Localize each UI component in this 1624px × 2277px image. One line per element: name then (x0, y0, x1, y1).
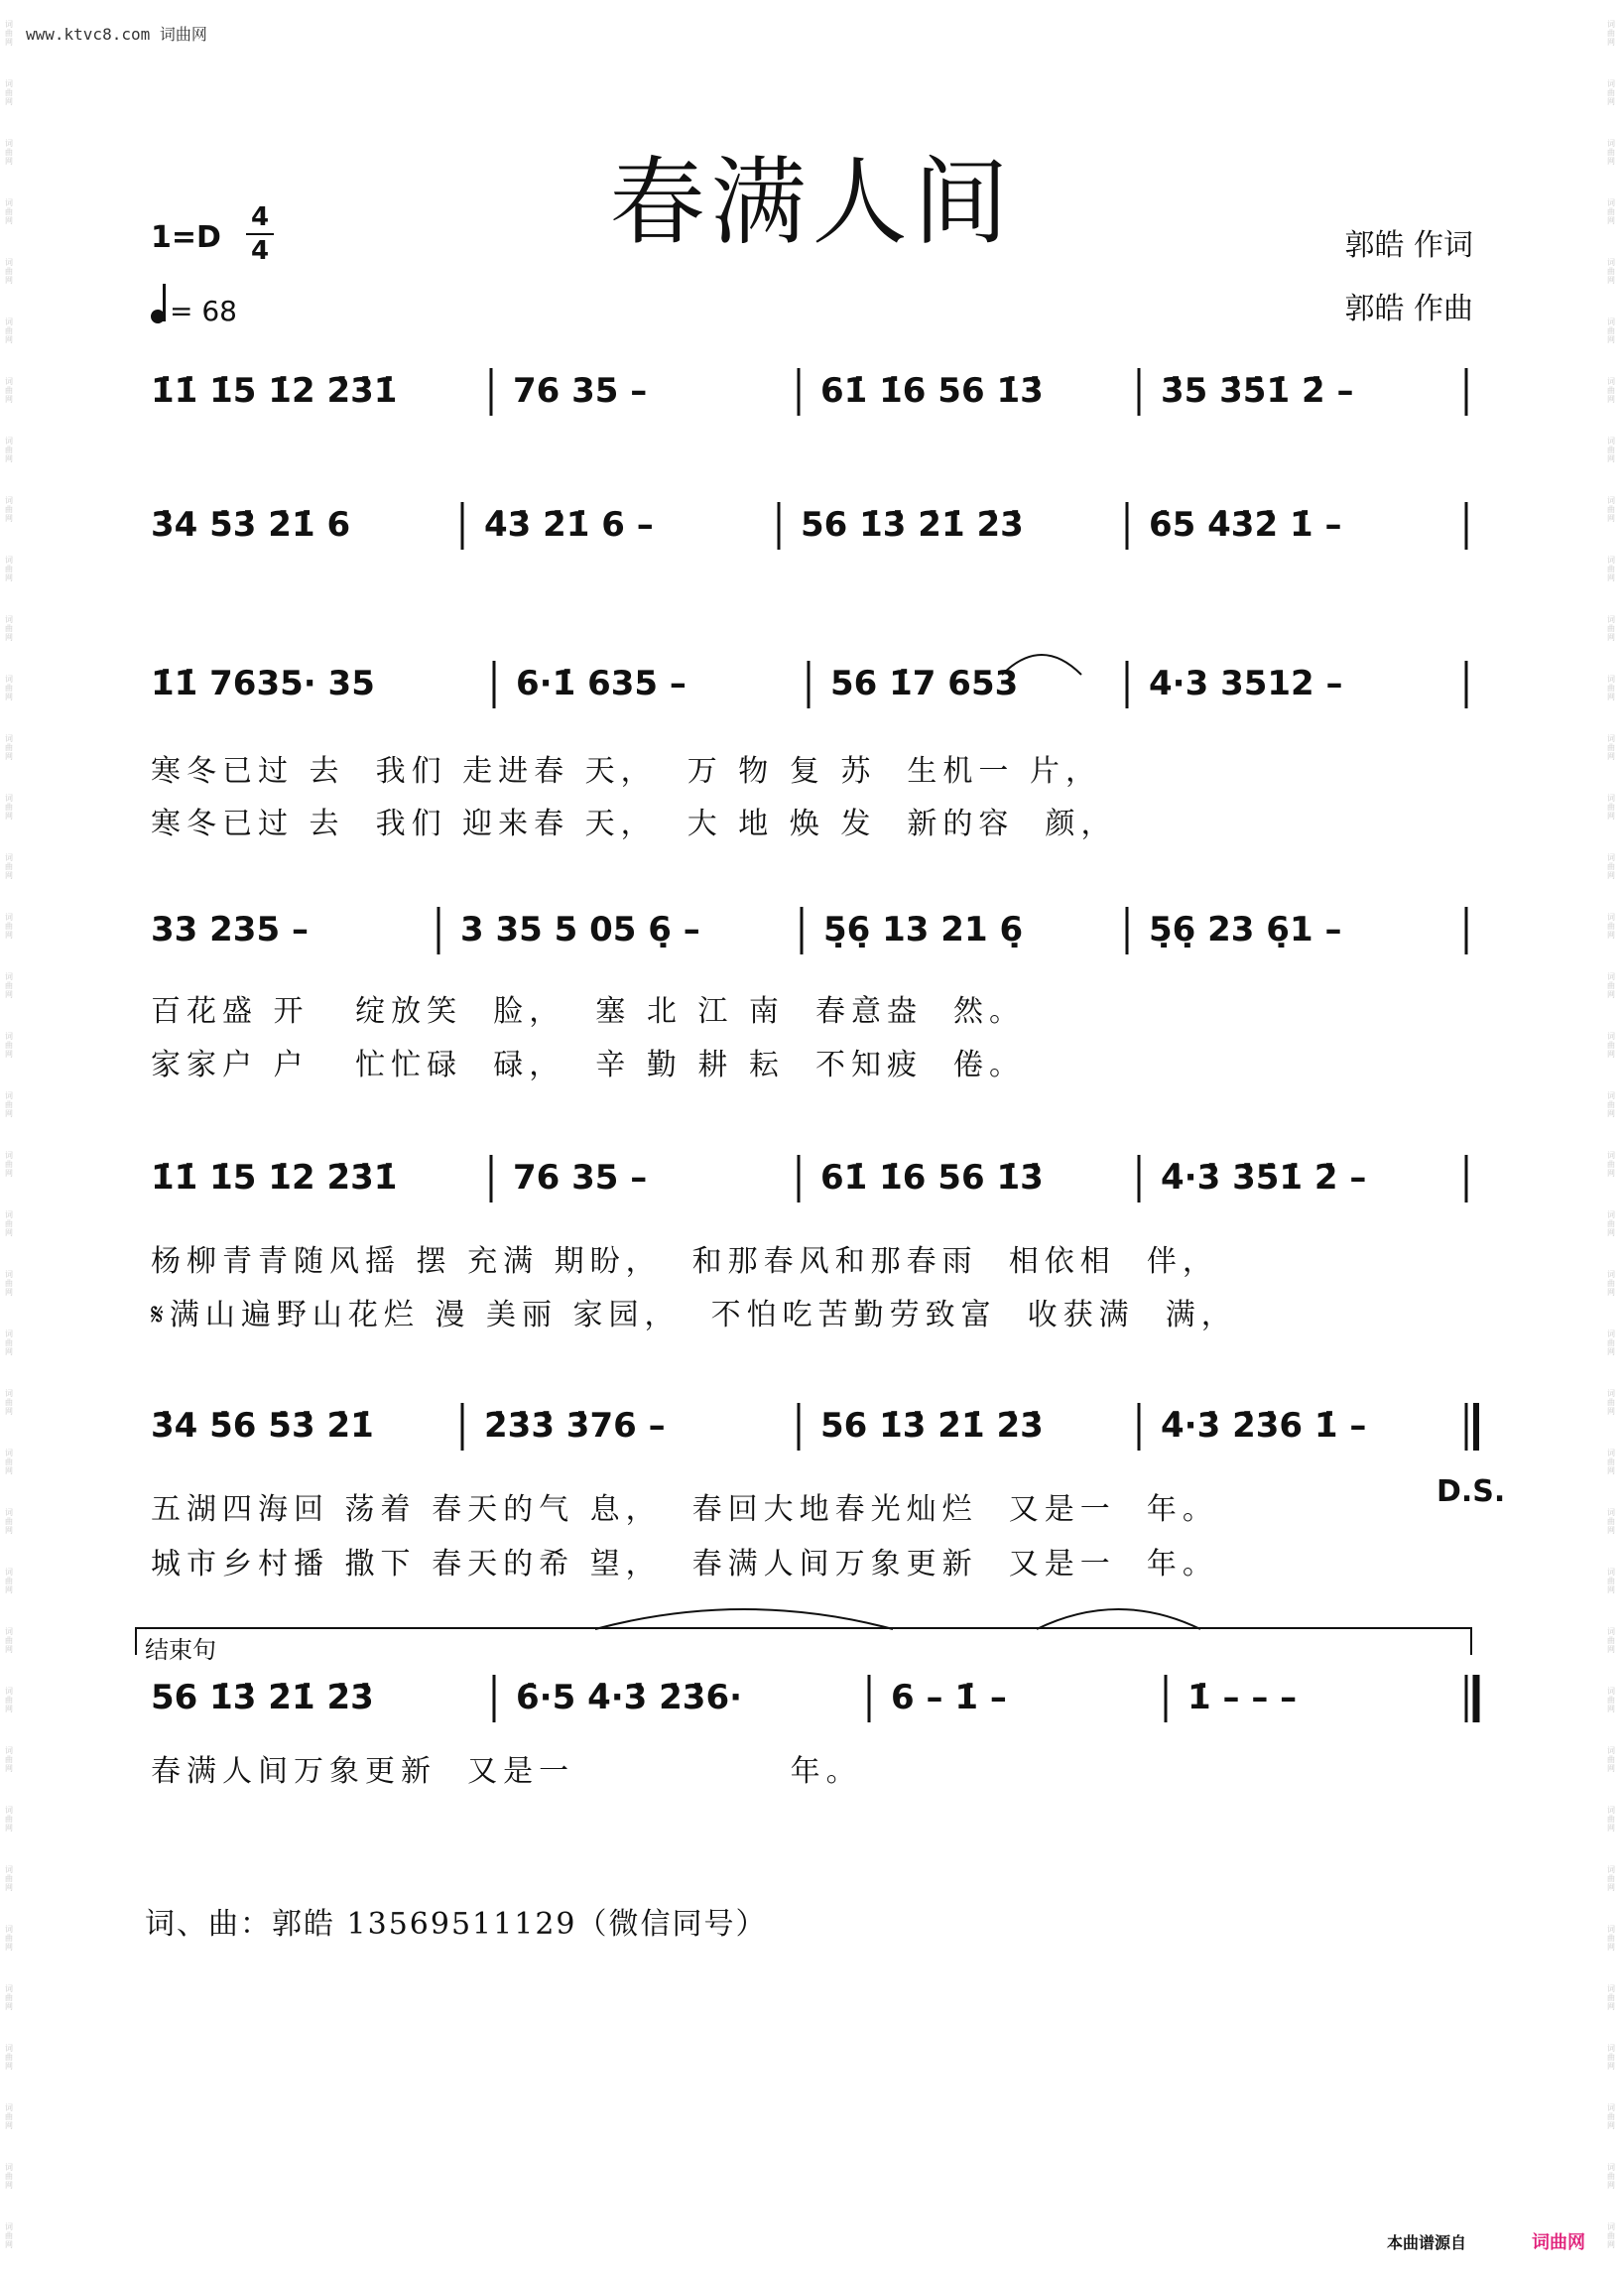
watermark-text: 词曲网 (1607, 1746, 1615, 1773)
watermark-text: 词曲网 (5, 1806, 13, 1833)
watermark-text: 词曲网 (1607, 675, 1615, 701)
source-brand-link[interactable]: 词曲网 (1532, 2232, 1585, 2253)
measure-notes: 56 1̇3̇ 2̇1̇ 2̇3̇ (820, 1406, 1044, 1446)
watermark-text: 词曲网 (5, 1508, 13, 1535)
watermark-text: 词曲网 (1607, 1984, 1615, 2011)
watermark-text: 词曲网 (1607, 2044, 1615, 2071)
watermark-text: 词曲网 (1607, 1329, 1615, 1356)
slur (1037, 1609, 1200, 1629)
watermark-text: 词曲网 (1607, 317, 1615, 344)
watermark-text: 词曲网 (1607, 913, 1615, 940)
watermark-text: 词曲网 (1607, 496, 1615, 523)
measure-notes: 1̇1̇ 7635· 35 (151, 664, 375, 703)
measure-notes: 4·3 3512 – (1149, 664, 1343, 703)
watermark-text: 词曲网 (5, 556, 13, 582)
watermark-text: 词曲网 (5, 1210, 13, 1237)
measure-notes: 6·1̇ 635 – (516, 664, 687, 703)
watermark-text: 词曲网 (5, 1746, 13, 1773)
watermark-text: 词曲网 (1607, 794, 1615, 821)
watermark-text: 词曲网 (5, 1687, 13, 1713)
watermark-text: 词曲网 (1607, 1925, 1615, 1952)
measure-notes: 3̇4 5̇3̇ 2̇1̇ 6 (151, 505, 351, 545)
watermark-text: 词曲网 (5, 2103, 13, 2130)
watermark-text: 词曲网 (1607, 1508, 1615, 1535)
lyric-line: 五湖四海回 荡着 春天的气 息， 春回大地春光灿烂 又是一 年。 (151, 1492, 1218, 1527)
watermark-text: 词曲网 (1607, 1568, 1615, 1594)
watermark-text: 词曲网 (1607, 20, 1615, 47)
watermark-text: 词曲网 (1607, 1865, 1615, 1892)
lyric-line: 百花盛 开 绽放笑 脸， 塞 北 江 南 春意盎 然。 (151, 994, 1026, 1029)
watermark-text: 词曲网 (1607, 1687, 1615, 1713)
watermark-text: 词曲网 (5, 1865, 13, 1892)
watermark-text: 词曲网 (1607, 972, 1615, 999)
watermark-text: 词曲网 (5, 1151, 13, 1178)
watermark-text: 词曲网 (1607, 1270, 1615, 1297)
watermark-text: 词曲网 (1607, 1627, 1615, 1654)
watermark-text: 词曲网 (1607, 1806, 1615, 1833)
watermark-text: 词曲网 (5, 1329, 13, 1356)
lyric-line: 寒冬已过 去 我们 走进春 天， 万 物 复 苏 生机一 片， (151, 754, 1101, 789)
watermark-text: 词曲网 (5, 1925, 13, 1952)
watermark-text: 词曲网 (5, 317, 13, 344)
measure-notes: 4̇·3̇ 3̇5̇1̇ 2̇ – (1161, 1158, 1367, 1198)
watermark-text: 词曲网 (5, 1627, 13, 1654)
measure-notes: 3̇5 3̇5̇1̇ 2̇ – (1161, 371, 1354, 411)
measure-notes: 33 235 – (151, 910, 309, 949)
measure-notes: 5̣6̣ 23 6̣1 – (1149, 910, 1342, 949)
watermark-text: 词曲网 (5, 1270, 13, 1297)
watermark-text: 词曲网 (5, 79, 13, 106)
measure-notes: 4̇3̇ 2̇1̇ 6 – (484, 505, 654, 545)
lyricist-credit: 郭皓 作词 (1344, 228, 1473, 263)
watermark-text: 词曲网 (1607, 258, 1615, 285)
measure-notes: 56 1̇3̇ 2̇1̇ 2̇3̇ (801, 505, 1024, 545)
ending-lyric-line: 春满人间万象更新 又是一 年。 (151, 1754, 862, 1789)
watermark-text: 词曲网 (5, 139, 13, 166)
watermark-text: 词曲网 (1607, 1210, 1615, 1237)
time-sig-top: 4 (250, 202, 270, 232)
watermark-text: 词曲网 (5, 377, 13, 404)
watermark-text: 词曲网 (5, 675, 13, 701)
measure-notes: 1̇1̇ 1̇5 1̇2 2̇3̇1̇ (151, 1158, 398, 1198)
watermark-text: 词曲网 (5, 734, 13, 761)
key-signature: 1=D (151, 220, 221, 255)
composer-credit: 郭皓 作曲 (1344, 292, 1473, 326)
dal-segno-marking: D.S. (1437, 1474, 1506, 1509)
watermark-text: 词曲网 (1607, 1032, 1615, 1059)
watermark-text: 词曲网 (1607, 853, 1615, 880)
site-url[interactable]: www.ktvc8.com 词曲网 (26, 25, 207, 44)
footer-credit: 词、曲：郭皓 13569511129（微信同号） (145, 1907, 768, 1942)
measure-notes: 76 35 – (513, 1158, 648, 1198)
time-sig-bottom: 4 (250, 236, 270, 266)
watermark-text: 词曲网 (5, 198, 13, 225)
measure-notes: 3 35 5 05 6̣ – (460, 910, 700, 949)
song-title: 春满人间 (609, 147, 1015, 258)
watermark-text: 词曲网 (5, 1568, 13, 1594)
ending-label: 结束句 (145, 1636, 216, 1664)
watermark-text: 词曲网 (5, 853, 13, 880)
lyric-line: 杨柳青青随风摇 摆 充满 期盼， 和那春风和那春雨 相依相 伴， (151, 1244, 1218, 1279)
watermark-text: 词曲网 (1607, 1151, 1615, 1178)
watermark-text: 词曲网 (5, 615, 13, 642)
watermark-text: 词曲网 (5, 2222, 13, 2249)
watermark-text: 词曲网 (1607, 615, 1615, 642)
measure-notes: 61̇ 1̇6 56 1̇3̇ (820, 371, 1044, 411)
measure-notes: 76 35 – (513, 371, 648, 411)
watermark-text: 词曲网 (5, 1032, 13, 1059)
watermark-text: 词曲网 (5, 1449, 13, 1475)
watermark-text: 词曲网 (5, 1091, 13, 1118)
measure-notes: 1̇ – – – (1187, 1678, 1298, 1717)
measure-notes: 56 1̇7 653 (830, 664, 1019, 703)
measure-notes: 3̇4 5̇6 5̇3̇ 2̇1̇ (151, 1406, 374, 1446)
watermark-text: 词曲网 (1607, 79, 1615, 106)
watermark-text: 词曲网 (5, 972, 13, 999)
watermark-text: 词曲网 (1607, 1389, 1615, 1416)
watermark-text: 词曲网 (1607, 2163, 1615, 2190)
measure-notes: 61̇ 1̇6 56 1̇3̇ (820, 1158, 1044, 1198)
source-label: 本曲谱源自 (1387, 2233, 1467, 2252)
watermark-text: 词曲网 (1607, 139, 1615, 166)
measure-notes: 6̇5 4̇3̇2̇ 1̇ – (1149, 505, 1342, 545)
watermark-text: 词曲网 (1607, 198, 1615, 225)
watermark-text: 词曲网 (1607, 1091, 1615, 1118)
lyric-line: 城市乡村播 撒下 春天的希 望， 春满人间万象更新 又是一 年。 (151, 1547, 1218, 1581)
watermark-text: 词曲网 (5, 1389, 13, 1416)
watermark-text: 词曲网 (5, 2044, 13, 2071)
watermark-text: 词曲网 (5, 20, 13, 47)
watermark-text: 词曲网 (1607, 377, 1615, 404)
watermark-text: 词曲网 (1607, 2103, 1615, 2130)
watermark-text: 词曲网 (1607, 437, 1615, 463)
ending-bracket (135, 1627, 1472, 1655)
watermark-text: 词曲网 (5, 496, 13, 523)
watermark-text: 词曲网 (5, 913, 13, 940)
watermark-text: 词曲网 (1607, 2222, 1615, 2249)
lyric-line: 𝄋满山遍野山花烂 漫 美丽 家园， 不怕吃苦勤劳致富 收获满 满， (151, 1298, 1237, 1332)
measure-notes: 6̇·5 4̇·3̇ 2̇3̇6· (516, 1678, 743, 1717)
watermark-text: 词曲网 (5, 2163, 13, 2190)
measure-notes: 4̇·3̇ 2̇3̇6 1̇ – (1161, 1406, 1367, 1446)
slur (595, 1609, 893, 1629)
watermark-text: 词曲网 (5, 794, 13, 821)
watermark-text: 词曲网 (5, 258, 13, 285)
watermark-text: 词曲网 (1607, 734, 1615, 761)
measure-notes: 5̣6̣ 13 21 6̣ (823, 910, 1024, 949)
tempo-value: = 68 (170, 295, 237, 327)
measure-notes: 2̇3̇3̇ 3̇76 – (484, 1406, 666, 1446)
lyric-line: 家家户 户 忙忙碌 碌， 辛 勤 耕 耘 不知疲 倦。 (151, 1048, 1026, 1082)
lyric-line: 寒冬已过 去 我们 迎来春 天， 大 地 焕 发 新的容 颜， (151, 807, 1117, 841)
watermark-text: 词曲网 (5, 1984, 13, 2011)
measure-notes: 1̇1̇ 1̇5 1̇2 2̇3̇1̇ (151, 371, 398, 411)
measure-notes: 56 1̇3̇ 2̇1̇ 2̇3̇ (151, 1678, 374, 1717)
watermark-text: 词曲网 (1607, 556, 1615, 582)
measure-notes: 6 – 1̇ – (891, 1678, 1007, 1717)
watermark-text: 词曲网 (5, 437, 13, 463)
watermark-text: 词曲网 (1607, 1449, 1615, 1475)
